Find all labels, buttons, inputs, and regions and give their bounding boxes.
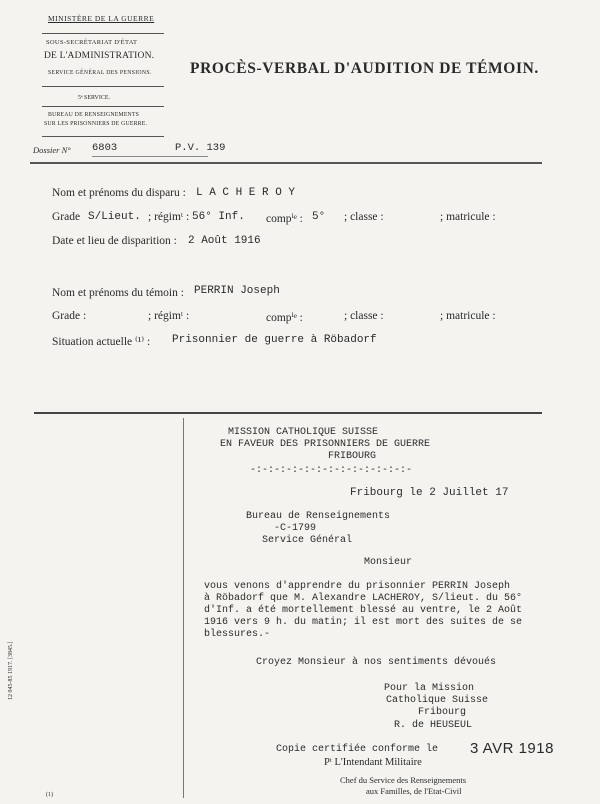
disparu-matricule-label: ; matricule : <box>440 211 496 223</box>
disparu-compagnie-label: compⁱᵉ : <box>266 213 303 225</box>
dossier-pv: P.V. 139 <box>175 142 226 154</box>
header-divider <box>30 162 542 164</box>
dossier-label: Dossier N° <box>33 145 71 155</box>
letter-bureau-line-3: Service Général <box>262 535 353 546</box>
copy-certified-label: Copie certifiée conforme le <box>276 744 439 755</box>
temoin-compagnie-label: compⁱᵉ : <box>266 312 303 324</box>
temoin-regiment-label: ; régimᵗ : <box>148 310 190 322</box>
letter-closing: Croyez Monsieur à nos sentiments dévoués <box>256 657 497 668</box>
divider-bureau <box>42 136 164 137</box>
letter-org-line-1: MISSION CATHOLIQUE SUISSE <box>228 427 379 438</box>
dossier-underline <box>92 156 208 157</box>
disparu-name-value: L A C H E R O Y <box>196 187 296 199</box>
divider-ministry <box>42 33 164 34</box>
letter-separator: -:-:-:-:-:-:-:-:-:-:-:-:-:- <box>250 465 413 476</box>
printer-mark: 12 045-85 1917. [3845.] <box>8 641 14 700</box>
disparu-regiment-value: 56° Inf. <box>192 211 245 223</box>
disparu-compagnie-value: 5° <box>312 211 326 223</box>
disparu-regiment-label: ; régimᵗ : <box>148 211 190 223</box>
bureau-line-2: SUR LES PRISONNIERS DE GUERRE. <box>44 121 148 127</box>
temoin-matricule-label: ; matricule : <box>440 310 496 322</box>
letter-salutation: Monsieur <box>364 557 413 568</box>
letter-bureau-line-2: -C-1799 <box>274 523 317 534</box>
letter-body-line-4: 1916 vers 9 h. du matin; il est mort des suites de se <box>204 617 523 628</box>
administration-label: DE L'ADMINISTRATION. <box>44 51 155 61</box>
intendant-signature: Pᵗ L'Intendant Militaire <box>324 757 422 768</box>
chef-service-line-1: Chef du Service des Renseignements <box>340 775 467 785</box>
letter-signature-line-4: R. de HEUSEUL <box>394 720 473 731</box>
temoin-grade-label: Grade : <box>52 310 87 322</box>
certification-date-stamp: 3 AVR 1918 <box>470 740 554 757</box>
letter-bureau-line-1: Bureau de Renseignements <box>246 511 391 522</box>
letter-signature-line-2: Catholique Suisse <box>386 695 489 706</box>
temoin-name-label: Nom et prénoms du témoin : <box>52 287 184 299</box>
letter-date: Fribourg le 2 Juillet 17 <box>350 487 509 499</box>
letter-signature-line-3: Fribourg <box>418 707 467 718</box>
temoin-situation-value: Prisonnier de guerre à Röbadorf <box>172 334 377 346</box>
disparu-date-label: Date et lieu de disparition : <box>52 235 177 247</box>
letter-body-line-5: blessures.- <box>204 629 271 640</box>
letter-body-line-2: à Röbadorf que M. Alexandre LACHEROY, S/lieut. du 56° <box>204 593 523 604</box>
disparu-grade-label: Grade <box>52 211 81 223</box>
letter-org-line-2: EN FAVEUR DES PRISONNIERS DE GUERRE <box>220 439 431 450</box>
disparu-grade-value: S/Lieut. <box>88 211 141 223</box>
sous-secretariat-label: SOUS-SECRÉTARIAT D'ÉTAT <box>46 39 138 46</box>
temoin-situation-label: Situation actuelle ⁽¹⁾ : <box>52 336 151 348</box>
letter-body-line-3: d'Inf. a été mortellement blessé au ventre, le 2 Août <box>204 605 523 616</box>
bureau-line-1: BUREAU DE RENSEIGNEMENTS <box>48 112 140 118</box>
divider-pensions <box>42 86 164 87</box>
lower-divider <box>34 412 542 414</box>
disparu-name-label: Nom et prénoms du disparu : <box>52 187 186 199</box>
temoin-classe-label: ; classe : <box>344 310 384 322</box>
temoin-name-value: PERRIN Joseph <box>194 285 280 297</box>
letter-signature-line-1: Pour la Mission <box>384 683 475 694</box>
margin-rule <box>183 418 184 798</box>
service-number-label: 5ᵉ SERVICE. <box>78 95 111 101</box>
disparu-classe-label: ; classe : <box>344 211 384 223</box>
letter-body-line-1: vous venons d'apprendre du prisonnier PERRIN Joseph <box>204 581 511 592</box>
footnote-marker: (1) <box>46 792 53 798</box>
document-title: PROCÈS-VERBAL D'AUDITION DE TÉMOIN. <box>190 60 539 77</box>
chef-service-line-2: aux Familles, de l'Etat-Civil <box>366 786 462 796</box>
divider-service <box>42 106 164 107</box>
ministry-heading: MINISTÈRE DE LA GUERRE <box>48 14 155 23</box>
letter-org-line-3: FRIBOURG <box>328 451 377 462</box>
service-pensions-label: SERVICE GÉNÉRAL DES PENSIONS. <box>48 70 152 76</box>
dossier-number: 6803 <box>92 142 118 154</box>
disparu-date-value: 2 Août 1916 <box>188 235 261 247</box>
